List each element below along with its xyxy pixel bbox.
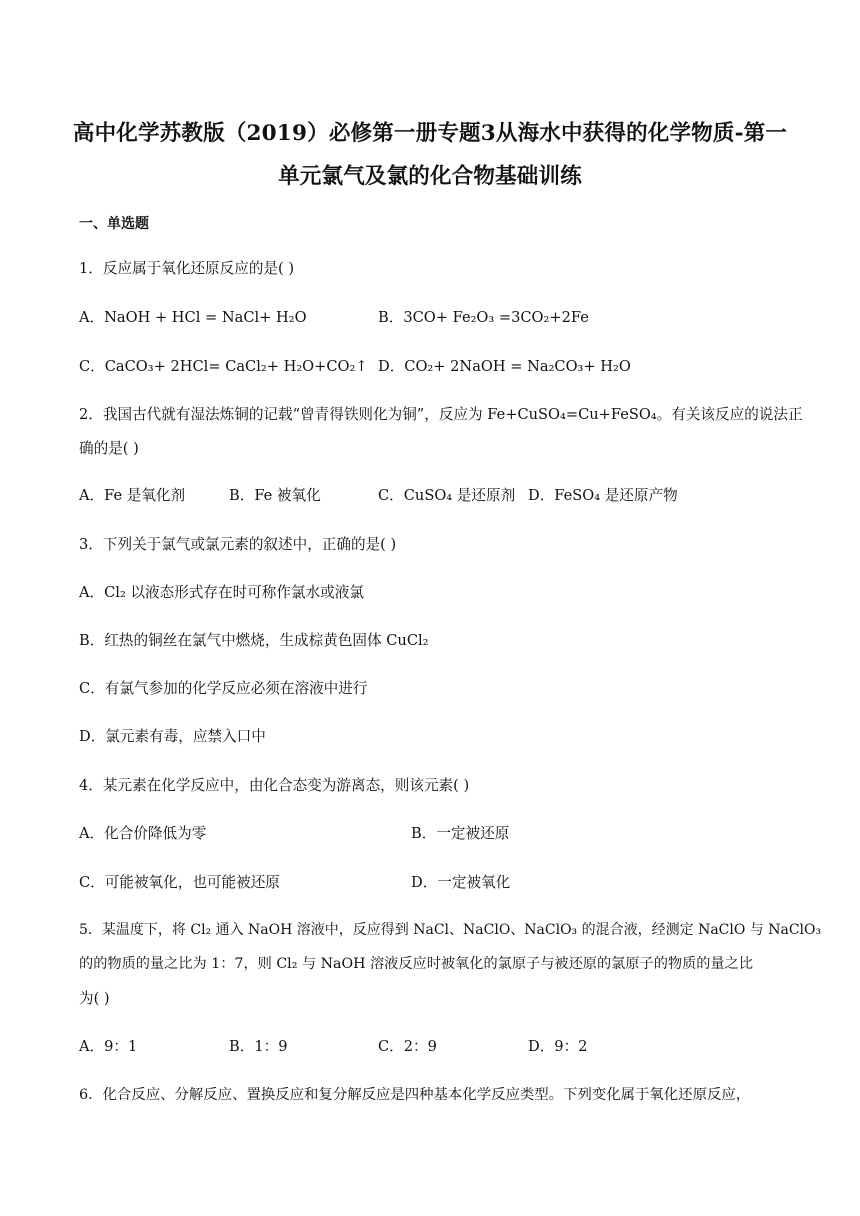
option-text: 红热的铜丝在氯气中燃烧，生成棕黄色固体 CuCl₂ (104, 632, 429, 649)
document-title-line2: 单元氯气及氯的化合物基础训练 (278, 164, 582, 189)
option-text: 9：2 (554, 1038, 588, 1055)
option-text: Cl₂ 以液态形式存在时可称作氯水或液氯 (104, 584, 364, 601)
option-text: CaCO₃+ 2HCl= CaCl₂+ H₂O+CO₂↑ (104, 358, 368, 375)
option-text: NaOH + HCl = NaCl+ H₂O (104, 309, 307, 326)
option-letter: B． (79, 632, 105, 649)
option-letter: A． (79, 487, 105, 504)
option-letter: A． (79, 584, 105, 601)
option-letter: A． (79, 1038, 105, 1055)
option-letter: C． (79, 358, 105, 375)
option-text: 2：9 (403, 1038, 437, 1055)
question-3-option-c (79, 677, 367, 698)
question-1-stem: 1．反应属于氧化还原反应的是( ) (79, 260, 295, 277)
option-letter: D． (79, 728, 106, 745)
option-letter: B． (229, 487, 255, 504)
question-3-option-b (79, 629, 429, 650)
section-heading: 一、单选题 (79, 216, 149, 232)
option-letter: C． (378, 1038, 404, 1055)
option-text: Fe 被氧化 (254, 487, 321, 504)
option-letter: D． (378, 358, 405, 375)
option-letter: A． (79, 309, 105, 326)
option-text: 有氯气参加的化学反应必须在溶液中进行 (104, 680, 368, 697)
question-1-option-b (378, 306, 589, 327)
option-text: 9：1 (104, 1038, 138, 1055)
question-6-stem: 6．化合反应、分解反应、置换反应和复分解反应是四种基本化学反应类型。下列变化属于氧化还原反应， (79, 1087, 751, 1103)
question-2-option-d (528, 484, 678, 505)
question-2-option-a (79, 484, 185, 505)
question-5-option-c (378, 1035, 437, 1056)
question-4-option-c (79, 871, 280, 892)
option-text: 一定被氧化 (437, 874, 511, 891)
option-text: 一定被还原 (436, 825, 510, 842)
option-letter: B． (411, 825, 437, 842)
option-letter: D． (528, 1038, 555, 1055)
option-text: CuSO₄ 是还原剂 (403, 487, 516, 504)
option-letter: A． (79, 825, 105, 842)
question-5-option-a (79, 1035, 137, 1056)
question-4-option-a (79, 822, 206, 843)
question-4-stem: 4．某元素在化学反应中，由化合态变为游离态，则该元素( ) (79, 777, 470, 794)
option-text: FeSO₄ 是还原产物 (554, 487, 678, 504)
question-1-option-c (79, 355, 368, 376)
option-letter: C． (79, 680, 105, 697)
option-letter: B． (229, 1038, 255, 1055)
question-3-stem: 3．下列关于氯气或氯元素的叙述中，正确的是( ) (79, 536, 397, 553)
option-text: 3CO+ Fe₂O₃ =3CO₂+2Fe (403, 309, 589, 326)
option-letter: B． (378, 309, 404, 326)
question-2-stem-line1: 2．我国古代就有湿法炼铜的记载“曾青得铁则化为铜”，反应为 Fe+CuSO₄=Cu+FeSO₄。有关该反应的说法正 (79, 406, 803, 423)
question-2-option-b (229, 484, 321, 505)
question-3-option-a (79, 581, 364, 602)
question-5-stem-line2: 的的物质的量之比为 1：7，则 Cl₂ 与 NaOH 溶液反应时被氧化的氯原子与被还原的氯原子的物质的量之比 (79, 956, 754, 972)
question-4-option-b (411, 822, 509, 843)
option-text: 化合价降低为零 (104, 825, 207, 842)
question-5-option-b (229, 1035, 288, 1056)
question-1-option-d (378, 355, 631, 376)
option-text: 氯元素有毒，应禁入口中 (105, 728, 266, 745)
question-2-option-c (378, 484, 515, 505)
option-letter: D． (528, 487, 555, 504)
question-1-option-a (79, 306, 307, 327)
option-letter: C． (79, 874, 105, 891)
question-5-stem-line1: 5．某温度下，将 Cl₂ 通入 NaOH 溶液中，反应得到 NaCl、NaClO、NaClO₃ 的混合液，经测定 NaClO 与 NaClO₃ (79, 922, 822, 938)
option-text: 可能被氧化，也可能被还原 (104, 874, 280, 891)
option-text: Fe 是氧化剂 (104, 487, 186, 504)
question-4-option-d (411, 871, 510, 892)
question-5-stem-line3: 为( ) (79, 990, 110, 1007)
document-title-line1: 高中化学苏教版（2019）必修第一册专题3从海水中获得的化学物质-第一 (72, 121, 788, 146)
option-letter: C． (378, 487, 404, 504)
option-text: CO₂+ 2NaOH = Na₂CO₃+ H₂O (404, 358, 631, 375)
option-letter: D． (411, 874, 438, 891)
question-5-option-d (528, 1035, 587, 1056)
question-2-stem-line2: 确的是( ) (79, 440, 139, 457)
question-3-option-d (79, 725, 266, 746)
option-text: 1：9 (254, 1038, 288, 1055)
